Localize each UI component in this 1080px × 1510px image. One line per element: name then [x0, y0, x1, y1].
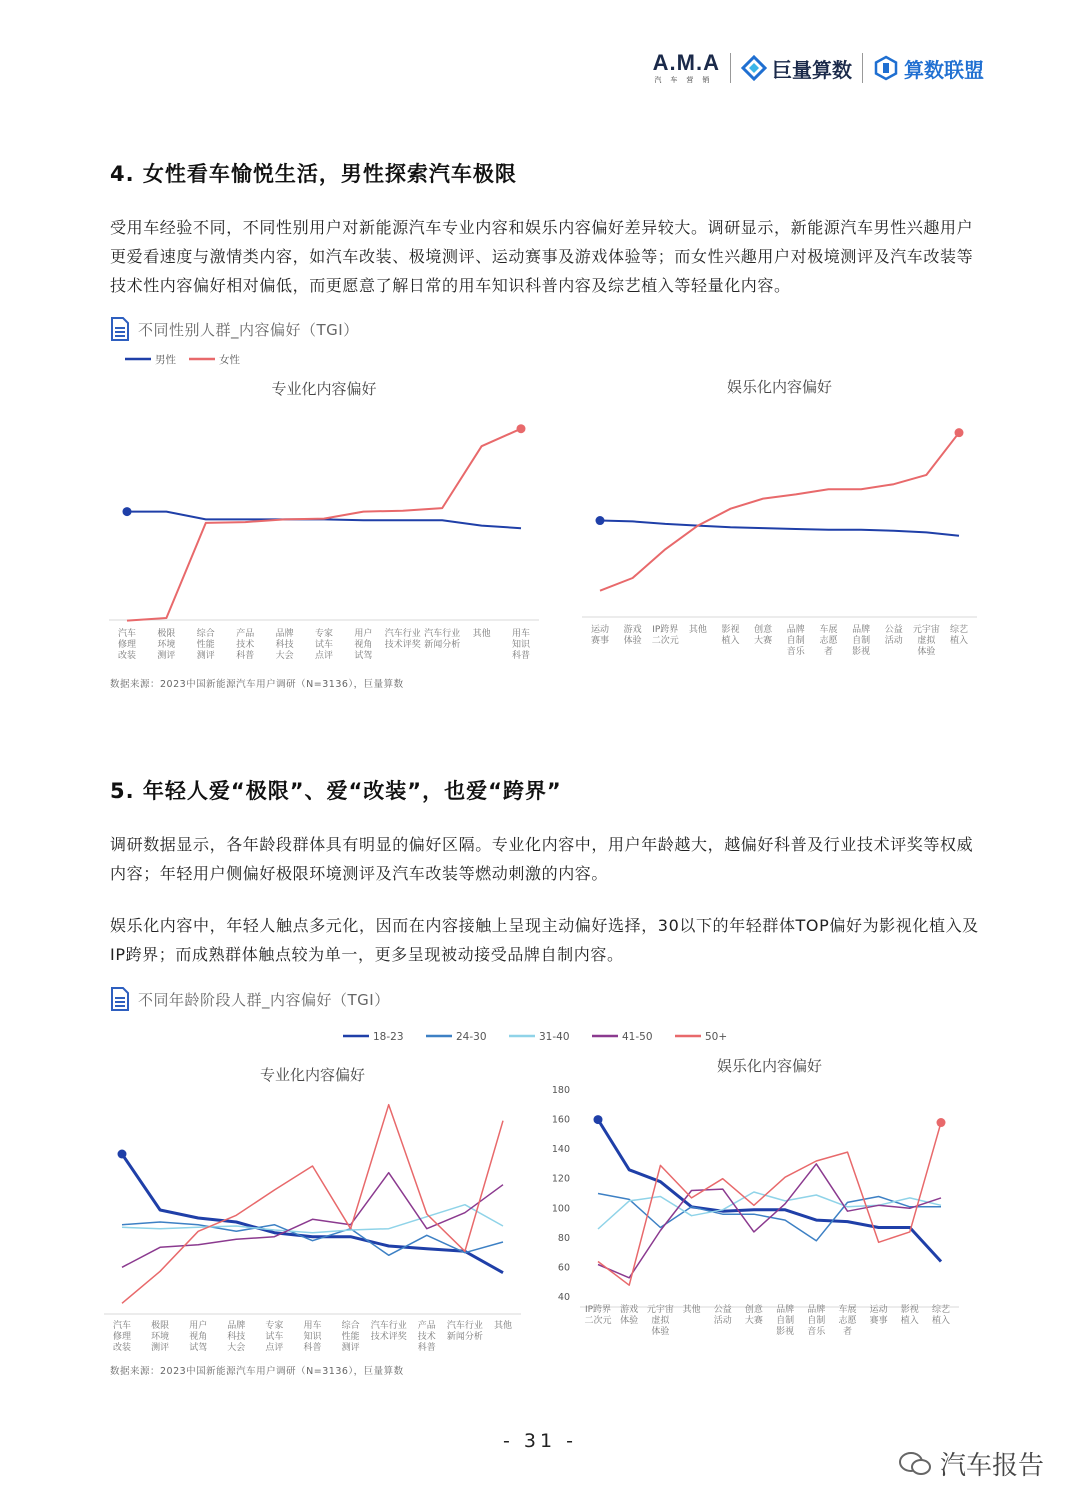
fig2-chart2-y-tick: 180 — [551, 1085, 570, 1096]
x-tick-line: 改装 — [112, 1343, 132, 1353]
x-tick-line: 创意 — [754, 625, 773, 635]
juliang-diamond-icon — [741, 55, 767, 81]
fig1-chart2-x-tick — [624, 623, 642, 646]
x-tick-line: 修理 — [112, 1332, 132, 1342]
document-icon — [110, 317, 130, 341]
fig2-chart1-x-tick — [265, 1319, 283, 1353]
figure2-charts — [0, 1020, 1080, 1365]
x-tick-line: 元宇宙 — [646, 1305, 674, 1315]
fig1-chart1-x-tick — [236, 627, 254, 661]
x-tick-line: 测评 — [151, 1343, 170, 1353]
fig2-chart1-x-tick — [494, 1319, 512, 1331]
watermark-text: 汽车报告 — [939, 1451, 1044, 1481]
fig1-chart1-x-tick — [197, 627, 215, 661]
x-tick-line: 科技 — [275, 640, 294, 650]
alliance-logo — [873, 54, 984, 83]
x-tick-line: 专家 — [265, 1321, 284, 1331]
fig1-chart2-x-tick — [689, 623, 707, 635]
fig2-chart2-title: 娱乐化内容偏好 — [716, 1057, 823, 1075]
fig2-chart2-x-tick — [870, 1303, 888, 1326]
fig2-chart1-x-tick — [151, 1319, 169, 1353]
fig1-chart2-series-0 — [600, 521, 959, 536]
x-tick-line: 大赛 — [744, 1316, 763, 1326]
x-tick-line: 自制 — [786, 636, 805, 646]
fig2-chart2-x-tick — [714, 1303, 732, 1326]
x-tick-line: 自制 — [776, 1316, 795, 1326]
fig1-chart1-point — [517, 424, 526, 433]
fig1-chart2-x-tick — [754, 623, 772, 646]
x-tick-line: 汽车 — [112, 1321, 132, 1331]
figure2-source: 数据来源：2023中国新能源汽车用户调研（N=3136），巨量算数 — [110, 1366, 404, 1377]
x-tick-line: 虚拟 — [917, 636, 936, 646]
x-tick-line: 用车 — [511, 629, 531, 639]
x-tick-line: 公益 — [713, 1305, 732, 1315]
fig1-chart2-point — [596, 516, 605, 525]
fig2-chart2-y-tick: 80 — [557, 1232, 570, 1244]
x-tick-line: 车展 — [838, 1305, 857, 1315]
fig2-legend-item — [675, 1031, 727, 1043]
figure1-caption-text: 不同性别人群_内容偏好（TGI） — [138, 320, 359, 339]
fig2-chart2-series-3 — [598, 1164, 941, 1278]
fig1-chart2-x-tick — [913, 623, 940, 657]
x-tick-line: 品牌 — [852, 625, 871, 635]
x-tick-line: 品牌 — [807, 1305, 826, 1315]
x-tick-line: 品牌 — [776, 1305, 795, 1315]
watermark — [898, 1445, 1044, 1482]
x-tick-line: 性能 — [341, 1332, 360, 1342]
x-tick-line: 体验 — [620, 1316, 639, 1326]
figure1-source: 数据来源：2023中国新能源汽车用户调研（N=3136），巨量算数 — [110, 679, 404, 690]
x-tick-line: 技术评奖 — [384, 640, 421, 650]
alliance-logo-text: 算数联盟 — [904, 57, 984, 82]
fig2-chart1-x-tick — [113, 1319, 131, 1353]
x-tick-line: 公益 — [884, 625, 903, 635]
legend-label: 31-40 — [539, 1031, 570, 1043]
x-tick-line: 活动 — [713, 1316, 732, 1326]
fig1-chart2-x-tick — [852, 623, 870, 657]
x-tick-line: 科普 — [417, 1343, 436, 1353]
fig1-chart1-series-0 — [127, 512, 521, 529]
legend-label: 41-50 — [622, 1031, 653, 1043]
x-tick-line: 其他 — [682, 1305, 701, 1315]
x-tick-line: 赛事 — [590, 636, 610, 646]
fig1-chart2-x-tick — [591, 623, 609, 646]
x-tick-line: 极限 — [157, 629, 176, 639]
fig2-chart2-y-tick: 100 — [551, 1203, 570, 1215]
x-tick-line: 试车 — [314, 640, 334, 650]
x-tick-line: 二次元 — [651, 636, 679, 646]
x-tick-line: 试驾 — [354, 651, 373, 661]
x-tick-line: 试驾 — [189, 1343, 208, 1353]
x-tick-line: 大会 — [275, 651, 294, 661]
x-tick-line: 游戏 — [620, 1305, 639, 1315]
x-tick-line: IP跨界 — [584, 1305, 612, 1315]
x-tick-line: 点评 — [314, 651, 334, 661]
x-tick-line: 汽车行业 — [424, 629, 461, 639]
fig1-chart1-x-tick — [424, 627, 460, 650]
x-tick-line: 改装 — [117, 651, 137, 661]
x-tick-line: 影视 — [852, 647, 871, 657]
x-tick-line: 测评 — [196, 651, 215, 661]
x-tick-line: 视角 — [189, 1332, 208, 1342]
section4-paragraph: 受用车经验不同，不同性别用户对新能源汽车专业内容和娱乐内容偏好差异较大。调研显示，新能源汽车男性兴趣用户更爱看速度与激情类内容，如汽车改装、极境测评、运动赛事及游戏体验等；而女性兴趣用户对极境测评及汽车改装等技术性内容偏好相对偏低，而更愿意了解日常的用车知识科普内容及综艺植入等轻量化内容。 — [110, 218, 974, 295]
juliang-logo-text: 巨量算数 — [772, 57, 852, 82]
x-tick-line: 音乐 — [786, 647, 805, 657]
fig2-chart1-series-3 — [122, 1173, 503, 1268]
fig2-chart2-x-tick — [901, 1303, 919, 1326]
x-tick-line: 植入 — [931, 1316, 951, 1326]
x-tick-line: 视角 — [354, 640, 373, 650]
fig2-chart2-x-tick — [932, 1303, 950, 1326]
x-tick-line: 其他 — [493, 1321, 513, 1331]
x-tick-line: 科普 — [511, 651, 531, 661]
x-tick-line: 知识 — [511, 640, 531, 650]
x-tick-line: 创意 — [744, 1305, 763, 1315]
fig2-chart2-x-tick — [620, 1303, 638, 1326]
fig1-chart2-x-tick — [652, 623, 679, 646]
x-tick-line: 音乐 — [807, 1327, 826, 1337]
x-tick-line: 用车 — [303, 1321, 322, 1331]
x-tick-line: 汽车 — [117, 629, 137, 639]
x-tick-line: 试车 — [265, 1332, 284, 1342]
ama-logo-text: A.M.A — [652, 50, 720, 75]
fig1-chart2-title: 娱乐化内容偏好 — [726, 378, 833, 396]
x-tick-line: 大赛 — [754, 636, 773, 646]
fig1-chart1-point — [123, 507, 132, 516]
x-tick-line: 运动 — [869, 1305, 888, 1315]
x-tick-line: 新闻分析 — [446, 1332, 483, 1342]
legend-label: 50+ — [705, 1031, 728, 1043]
ama-logo — [653, 52, 720, 84]
fig2-chart2-x-tick — [683, 1303, 701, 1315]
legend-label: 18-23 — [373, 1031, 404, 1043]
x-tick-line: 志愿 — [838, 1316, 857, 1326]
x-tick-line: 环境 — [151, 1332, 170, 1342]
logo-divider — [730, 53, 731, 83]
x-tick-line: 品牌 — [275, 629, 294, 639]
juliang-logo — [741, 54, 852, 83]
x-tick-line: 活动 — [884, 636, 903, 646]
x-tick-line: 体验 — [651, 1327, 670, 1337]
page-number: - 31 - — [503, 1430, 577, 1452]
fig2-chart2-x-tick — [807, 1303, 826, 1337]
section4-title: 4. 女性看车愉悦生活，男性探索汽车极限 — [110, 162, 517, 186]
header-logos — [653, 48, 984, 88]
fig2-legend-item — [592, 1031, 653, 1043]
x-tick-line: 其他 — [472, 629, 491, 639]
x-tick-line: 汽车行业 — [370, 1321, 407, 1331]
alliance-hexagon-icon — [873, 55, 899, 81]
figure1-caption — [110, 317, 359, 341]
x-tick-line: 科普 — [236, 651, 255, 661]
fig1-chart1-x-tick — [315, 627, 333, 661]
fig1-chart2-point — [955, 428, 964, 437]
x-tick-line: 修理 — [117, 640, 137, 650]
x-tick-line: 赛事 — [869, 1316, 888, 1326]
fig1-chart1-x-tick — [276, 627, 294, 661]
fig1-chart1-series-1 — [127, 429, 521, 621]
fig2-chart1-x-tick — [418, 1319, 436, 1353]
fig1-chart1-title: 专业化内容偏好 — [271, 380, 377, 398]
x-tick-line: 测评 — [157, 651, 176, 661]
fig2-chart1-series-0 — [122, 1154, 503, 1273]
fig1-chart1-x-tick — [385, 627, 421, 650]
fig2-chart2-x-tick — [584, 1303, 611, 1326]
fig1-chart1-x-tick — [354, 627, 372, 661]
x-tick-line: 影视 — [721, 625, 740, 635]
x-tick-line: 影视 — [776, 1327, 795, 1337]
fig2-chart2-y-tick: 60 — [557, 1262, 570, 1274]
x-tick-line: 体验 — [623, 636, 642, 646]
legend-label: 男性 — [155, 354, 176, 366]
x-tick-line: 科技 — [227, 1332, 246, 1342]
x-tick-line: 极限 — [151, 1321, 170, 1331]
figure1-charts — [0, 345, 1080, 675]
x-tick-line: 品牌 — [227, 1321, 246, 1331]
x-tick-line: 性能 — [196, 640, 215, 650]
x-tick-line: 汽车行业 — [446, 1321, 483, 1331]
fig2-chart1-x-tick — [371, 1319, 407, 1342]
x-tick-line: 大会 — [227, 1343, 246, 1353]
logo-divider-2 — [862, 53, 863, 83]
fig1-chart1-x-tick — [118, 627, 136, 661]
x-tick-line: 测评 — [341, 1343, 360, 1353]
x-tick-line: 志愿 — [819, 636, 838, 646]
x-tick-line: 运动 — [590, 625, 610, 635]
fig2-chart2-point — [594, 1115, 603, 1124]
fig2-chart2-series-4 — [598, 1123, 941, 1286]
x-tick-line: 综艺 — [949, 625, 969, 635]
fig2-chart2-x-tick — [745, 1303, 763, 1326]
x-tick-line: 新闻分析 — [424, 640, 461, 650]
x-tick-line: 专家 — [314, 629, 334, 639]
x-tick-line: 品牌 — [786, 625, 805, 635]
fig2-chart2-y-tick: 160 — [551, 1114, 570, 1126]
x-tick-line: 者 — [823, 647, 833, 657]
x-tick-line: 汽车行业 — [384, 629, 421, 639]
fig1-chart2-series-1 — [600, 433, 959, 591]
x-tick-line: 影视 — [900, 1305, 919, 1315]
x-tick-line: 产品 — [236, 629, 255, 639]
x-tick-line: 植入 — [949, 636, 969, 646]
legend-label: 女性 — [219, 354, 240, 366]
x-tick-line: 点评 — [265, 1343, 284, 1353]
x-tick-line: 植入 — [900, 1316, 919, 1326]
section5-title: 5. 年轻人爱“极限”、爱“改装”，也爱“跨界” — [110, 779, 562, 803]
x-tick-line: 自制 — [852, 636, 871, 646]
x-tick-line: 其他 — [688, 625, 707, 635]
fig2-legend-item — [343, 1031, 404, 1043]
fig1-chart2-x-tick — [722, 623, 740, 646]
x-tick-line: 植入 — [721, 636, 740, 646]
x-tick-line: 用户 — [189, 1321, 208, 1331]
x-tick-line: 产品 — [417, 1321, 436, 1331]
fig1-chart1-x-tick — [512, 627, 531, 661]
fig2-chart1-x-tick — [227, 1319, 245, 1353]
fig2-legend-item — [509, 1031, 570, 1043]
document-icon — [110, 987, 130, 1011]
x-tick-line: 技术 — [236, 640, 255, 650]
x-tick-line: 自制 — [807, 1316, 826, 1326]
fig2-chart2-x-tick — [838, 1303, 856, 1337]
x-tick-line: 科普 — [303, 1343, 322, 1353]
fig1-chart1-x-tick — [157, 627, 175, 661]
x-tick-line: 游戏 — [623, 625, 642, 635]
x-tick-line: 元宇宙 — [912, 625, 940, 635]
fig2-chart2-x-tick — [776, 1303, 794, 1337]
fig1-legend-item — [189, 353, 240, 366]
fig2-chart1-point — [118, 1150, 127, 1159]
fig1-chart2-x-tick — [885, 623, 903, 646]
fig2-chart1-series-4 — [122, 1105, 503, 1304]
x-tick-line: 技术 — [417, 1332, 436, 1342]
figure2-caption — [110, 987, 390, 1011]
fig2-chart1-x-tick — [342, 1319, 360, 1353]
x-tick-line: 车展 — [819, 625, 838, 635]
fig2-chart2-x-tick — [647, 1303, 674, 1337]
fig2-chart2-y-tick: 40 — [557, 1292, 570, 1303]
fig1-chart2-x-tick — [950, 623, 968, 646]
fig2-chart1-x-tick — [303, 1319, 322, 1353]
x-tick-line: 环境 — [157, 640, 176, 650]
fig2-chart2-y-tick: 140 — [551, 1144, 570, 1156]
x-tick-line: IP跨界 — [652, 625, 679, 635]
section5-paragraph2: 娱乐化内容中，年轻人触点多元化，因而在内容接触上呈现主动偏好选择，30以下的年轻群体TOP偏好为影视化植入及IP跨界；而成熟群体触点较为单一，更多呈现被动接受品牌自制内容。 — [110, 916, 979, 964]
fig2-chart1-x-tick — [189, 1319, 207, 1353]
fig1-legend-item — [125, 353, 176, 366]
fig1-chart2-x-tick — [787, 623, 806, 657]
x-tick-line: 综合 — [341, 1321, 360, 1331]
fig1-chart1-x-tick — [473, 627, 491, 639]
x-tick-line: 体验 — [917, 647, 936, 657]
x-tick-line: 技术评奖 — [370, 1332, 407, 1342]
legend-label: 24-30 — [456, 1031, 487, 1043]
x-tick-line: 综艺 — [931, 1305, 951, 1315]
section5-paragraph1: 调研数据显示，各年龄段群体具有明显的偏好区隔。专业化内容中，用户年龄越大，越偏好科普及行业技术评奖等权威内容；年轻用户侧偏好极限环境测评及汽车改装等燃动刺激的内容。 — [110, 835, 974, 883]
x-tick-line: 虚拟 — [651, 1316, 670, 1326]
x-tick-line: 用户 — [354, 629, 373, 639]
fig2-legend-item — [426, 1031, 487, 1043]
fig2-chart1-x-tick — [447, 1319, 483, 1342]
fig2-chart2-y-tick: 120 — [551, 1173, 570, 1185]
x-tick-line: 综合 — [196, 629, 215, 639]
x-tick-line: 知识 — [303, 1332, 322, 1342]
fig1-chart2-x-tick — [819, 623, 837, 657]
x-tick-line: 二次元 — [584, 1316, 612, 1326]
figure2-caption-text: 不同年龄阶段人群_内容偏好（TGI） — [138, 990, 390, 1009]
fig2-chart2-point — [937, 1118, 946, 1127]
x-tick-line: 者 — [842, 1327, 852, 1337]
wechat-icon — [898, 1450, 932, 1478]
ama-logo-subtitle: 汽车营销 — [654, 76, 719, 84]
fig2-chart1-title: 专业化内容偏好 — [259, 1066, 366, 1084]
